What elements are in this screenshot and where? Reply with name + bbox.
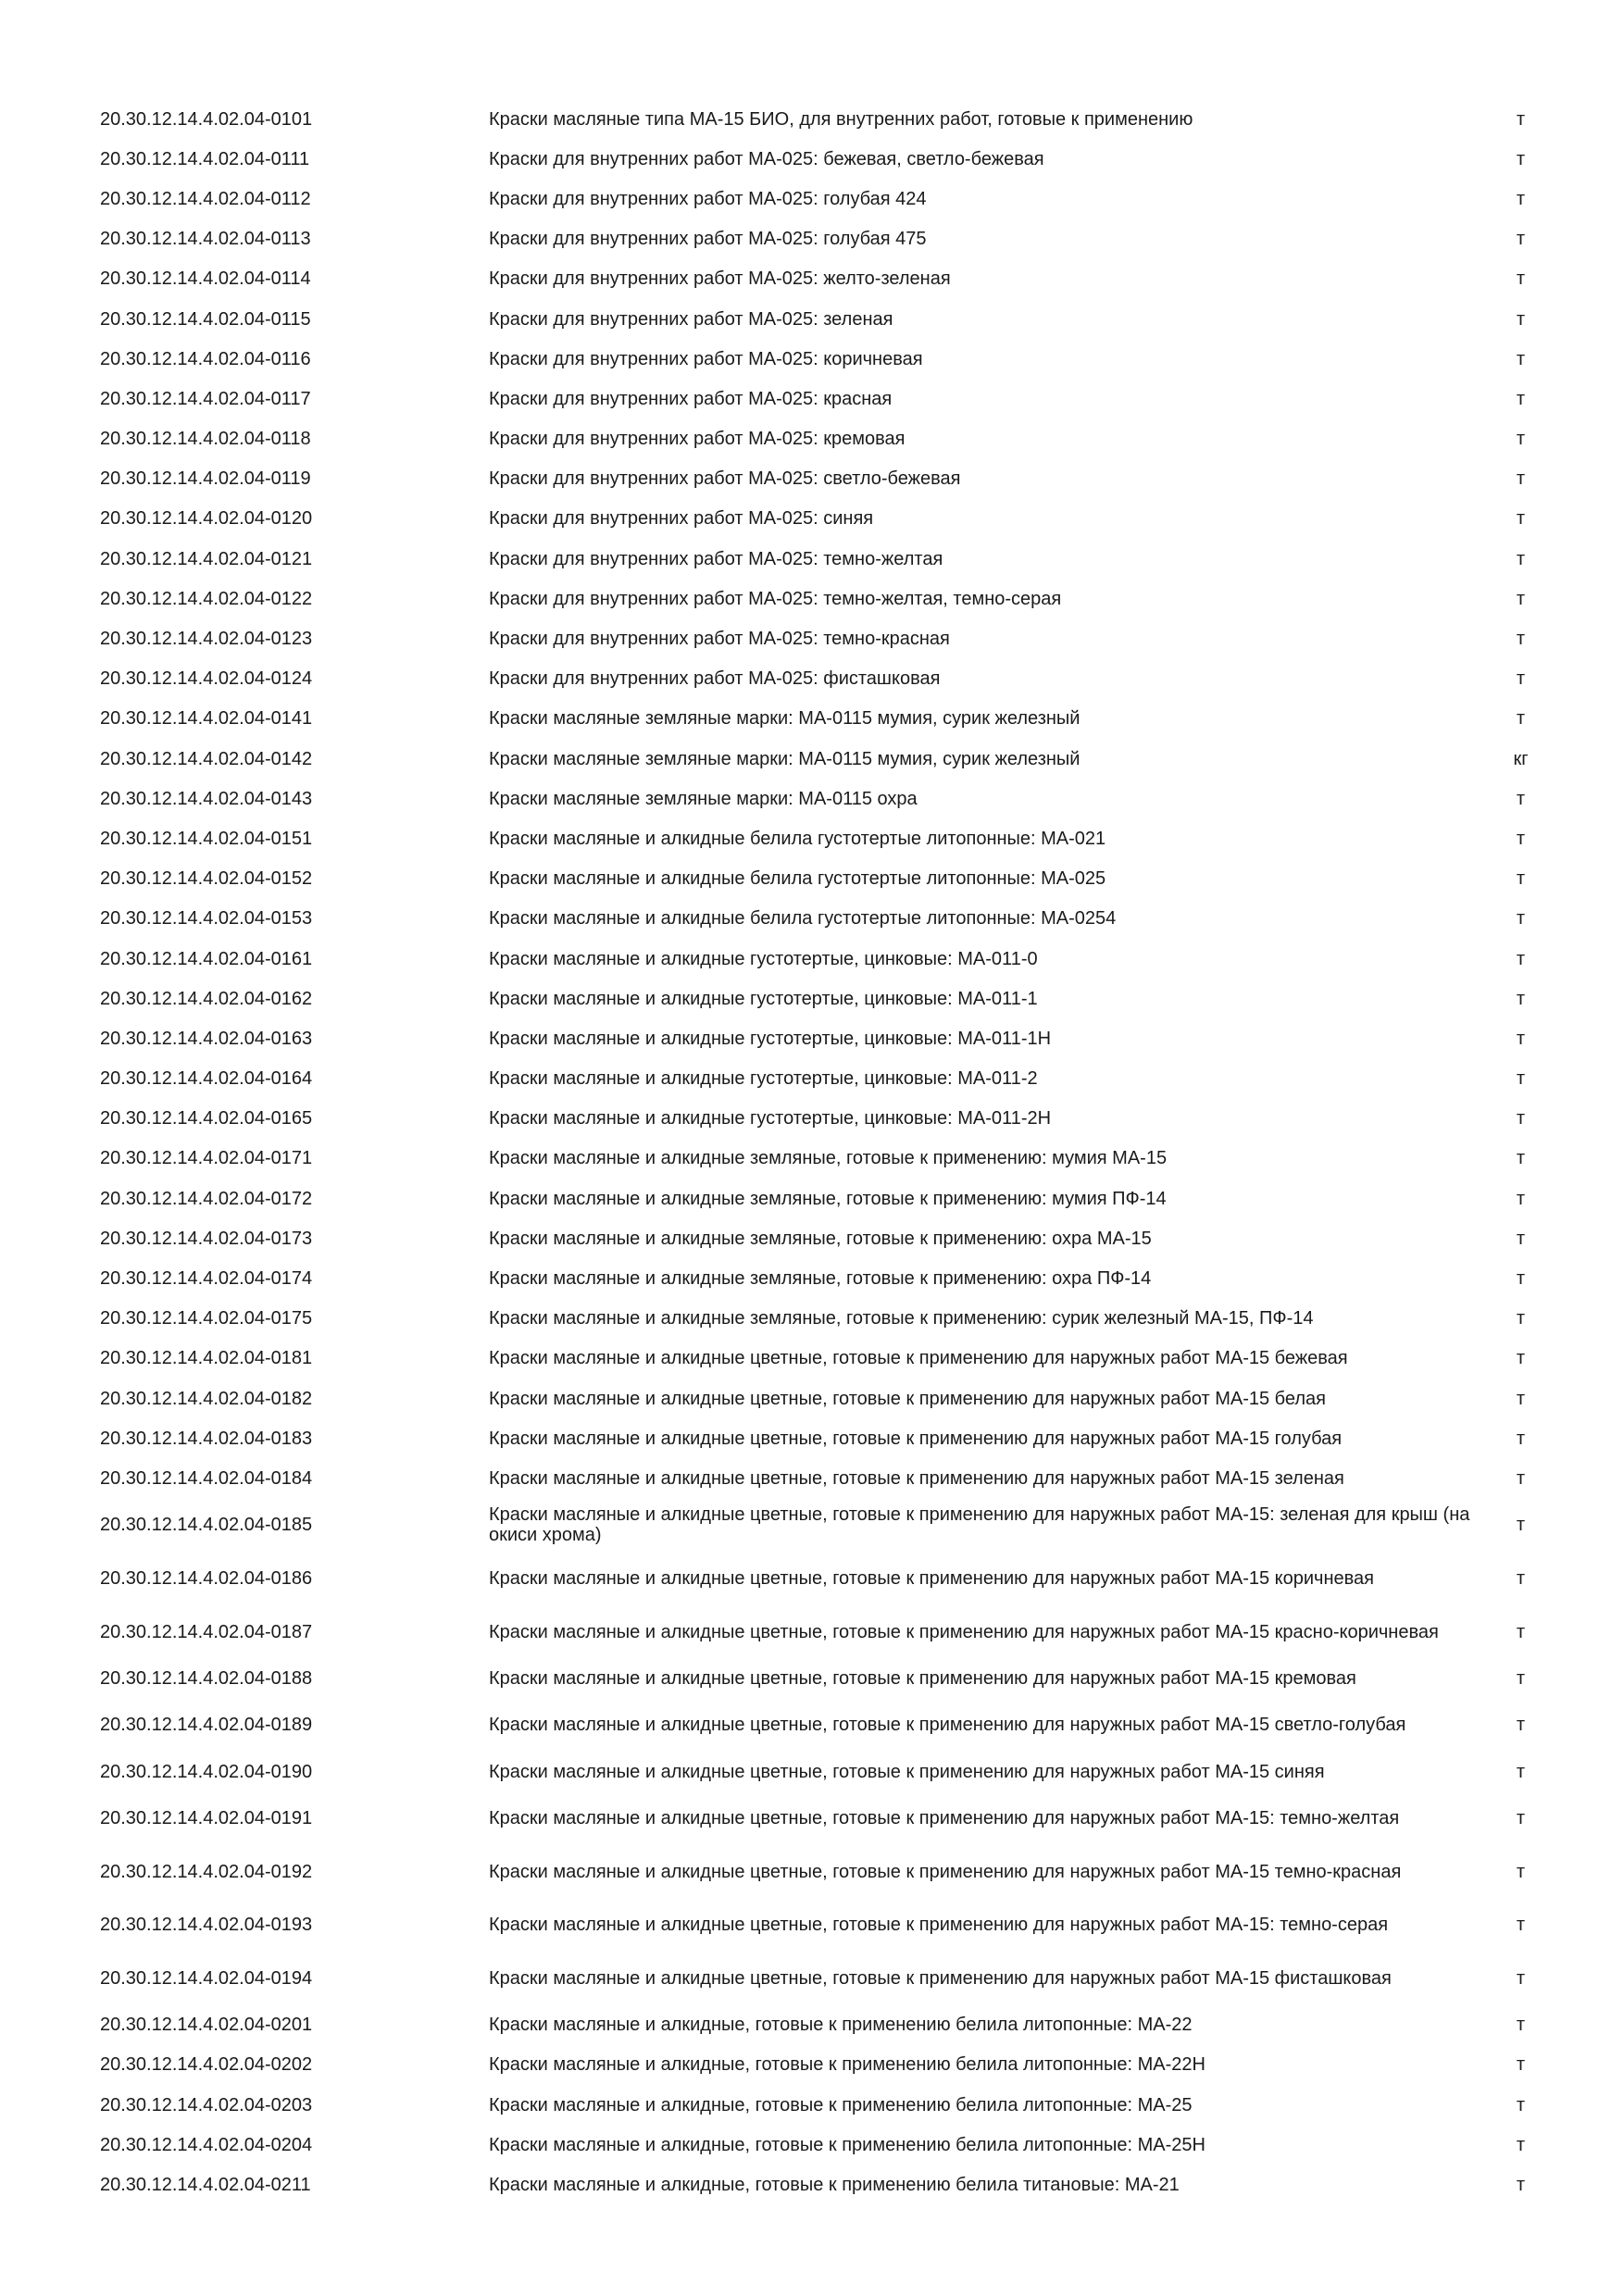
name-cell: Краски масляные типа МА-15 БИО, для внутренних работ, готовые к применению	[489, 108, 1193, 130]
unit-cell: т	[1516, 1467, 1526, 1489]
table-row	[93, 2085, 1555, 2125]
code-cell: 20.30.12.14.4.02.04-0202	[100, 2054, 313, 2076]
code-cell: 20.30.12.14.4.02.04-0162	[100, 988, 313, 1009]
table-row	[93, 899, 1555, 939]
table-row	[93, 1552, 1555, 1605]
unit-cell: т	[1516, 948, 1526, 969]
unit-cell: т	[1516, 1348, 1526, 1369]
unit-cell: т	[1516, 1388, 1526, 1409]
code-cell: 20.30.12.14.4.02.04-0151	[100, 828, 313, 849]
code-cell: 20.30.12.14.4.02.04-0193	[100, 1915, 313, 1936]
name-cell: Краски масляные и алкидные цветные, готовые к применению для наружных работ МА-15 голубая	[489, 1428, 1343, 1449]
name-cell: Краски масляные и алкидные густотертые, цинковые: МА-011-2Н	[489, 1108, 1052, 1129]
name-cell: Краски масляные и алкидные земляные, готовые к применению: охра ПФ-14	[489, 1268, 1152, 1290]
table-row	[93, 2045, 1555, 2085]
unit-cell: т	[1516, 2134, 1526, 2155]
code-cell: 20.30.12.14.4.02.04-0119	[100, 468, 311, 490]
code-cell: 20.30.12.14.4.02.04-0141	[100, 708, 313, 730]
name-cell: Краски масляные и алкидные белила густотертые литопонные: МА-0254	[489, 908, 1117, 930]
table-row	[93, 1179, 1555, 1218]
code-cell: 20.30.12.14.4.02.04-0183	[100, 1428, 313, 1449]
table-row	[93, 1952, 1555, 2005]
name-cell: Краски масляные и алкидные цветные, готовые к применению для наружных работ МА-15 зеленая	[489, 1467, 1344, 1489]
table-row	[93, 499, 1555, 539]
table-row	[93, 1339, 1555, 1379]
table-row	[93, 379, 1555, 418]
name-cell: Краски масляные и алкидные густотертые, цинковые: МА-011-0	[489, 948, 1038, 969]
name-cell: Краски масляные и алкидные земляные, готовые к применению: сурик железный МА-15, ПФ-14	[489, 1308, 1314, 1329]
code-cell: 20.30.12.14.4.02.04-0182	[100, 1388, 313, 1409]
name-cell: Краски масляные земляные марки: МА-0115 охра	[489, 788, 918, 809]
table-row	[93, 1299, 1555, 1339]
table-row	[93, 139, 1555, 179]
name-cell: Краски масляные и алкидные цветные, готовые к применению для наружных работ МА-15 белая	[489, 1388, 1326, 1409]
code-cell: 20.30.12.14.4.02.04-0118	[100, 429, 311, 450]
table-row	[93, 1899, 1555, 1953]
name-cell: Краски масляные и алкидные земляные, готовые к применению: мумия ПФ-14	[489, 1188, 1167, 1209]
code-cell: 20.30.12.14.4.02.04-0175	[100, 1308, 313, 1329]
code-cell: 20.30.12.14.4.02.04-0121	[100, 548, 313, 569]
unit-cell: т	[1516, 2054, 1526, 2076]
table-row	[93, 618, 1555, 658]
table-row	[93, 219, 1555, 259]
table-row	[93, 1752, 1555, 1791]
unit-cell: кг	[1513, 748, 1529, 769]
unit-cell: т	[1516, 1188, 1526, 1209]
name-cell: Краски масляные и алкидные, готовые к применению белила титановые: МА-21	[489, 2175, 1180, 2196]
unit-cell: т	[1516, 1967, 1526, 1989]
unit-cell: т	[1516, 1108, 1526, 1129]
table-row	[93, 779, 1555, 818]
unit-cell: т	[1516, 1308, 1526, 1329]
table-row	[93, 1658, 1555, 1698]
code-cell: 20.30.12.14.4.02.04-0117	[100, 388, 311, 409]
unit-cell: т	[1516, 668, 1526, 690]
table-row	[93, 299, 1555, 339]
table-row	[93, 859, 1555, 899]
name-cell: Краски для внутренних работ МА-025: голубая 475	[489, 229, 927, 250]
unit-cell: т	[1516, 188, 1526, 209]
table-row	[93, 818, 1555, 858]
code-cell: 20.30.12.14.4.02.04-0153	[100, 908, 313, 930]
code-cell: 20.30.12.14.4.02.04-0171	[100, 1148, 313, 1169]
unit-cell: т	[1516, 828, 1526, 849]
unit-cell: т	[1516, 348, 1526, 369]
table-row	[93, 699, 1555, 739]
code-cell: 20.30.12.14.4.02.04-0194	[100, 1967, 313, 1989]
unit-cell: т	[1516, 1148, 1526, 1169]
unit-cell: т	[1516, 1028, 1526, 1049]
name-cell: Краски масляные и алкидные цветные, готовые к применению для наружных работ МА-15: темно-желтая	[489, 1808, 1400, 1829]
unit-cell: т	[1516, 508, 1526, 530]
unit-cell: т	[1516, 1268, 1526, 1290]
table-row	[93, 1379, 1555, 1418]
unit-cell: т	[1516, 629, 1526, 650]
code-cell: 20.30.12.14.4.02.04-0184	[100, 1467, 313, 1489]
name-cell: Краски для внутренних работ МА-025: фисташковая	[489, 668, 941, 690]
code-cell: 20.30.12.14.4.02.04-0122	[100, 588, 313, 609]
unit-cell: т	[1516, 1621, 1526, 1642]
name-cell: Краски для внутренних работ МА-025: зеленая	[489, 308, 893, 330]
unit-cell: т	[1516, 1068, 1526, 1090]
code-cell: 20.30.12.14.4.02.04-0112	[100, 188, 311, 209]
materials-table-body	[93, 99, 1555, 2205]
code-cell: 20.30.12.14.4.02.04-0181	[100, 1348, 313, 1369]
name-cell: Краски масляные и алкидные земляные, готовые к применению: охра МА-15	[489, 1228, 1152, 1249]
code-cell: 20.30.12.14.4.02.04-0115	[100, 308, 311, 330]
code-cell: 20.30.12.14.4.02.04-0165	[100, 1108, 313, 1129]
name-cell: Краски масляные и алкидные густотертые, цинковые: МА-011-1Н	[489, 1028, 1052, 1049]
code-cell: 20.30.12.14.4.02.04-0120	[100, 508, 313, 530]
unit-cell: т	[1516, 1915, 1526, 1936]
unit-cell: т	[1516, 2175, 1526, 2196]
table-row	[93, 739, 1555, 779]
unit-cell: т	[1516, 908, 1526, 930]
name-cell: Краски масляные и алкидные белила густотертые литопонные: МА-021	[489, 828, 1106, 849]
name-cell: Краски масляные земляные марки: МА-0115 мумия, сурик железный	[489, 708, 1081, 730]
code-cell: 20.30.12.14.4.02.04-0185	[100, 1515, 313, 1536]
name-cell: Краски масляные и алкидные, готовые к применению белила литопонные: МА-22	[489, 2015, 1193, 2036]
code-cell: 20.30.12.14.4.02.04-0189	[100, 1715, 313, 1736]
code-cell: 20.30.12.14.4.02.04-0113	[100, 229, 311, 250]
code-cell: 20.30.12.14.4.02.04-0187	[100, 1621, 313, 1642]
unit-cell: т	[1516, 988, 1526, 1009]
code-cell: 20.30.12.14.4.02.04-0142	[100, 748, 313, 769]
code-cell: 20.30.12.14.4.02.04-0101	[100, 108, 313, 130]
unit-cell: т	[1516, 148, 1526, 169]
table-row	[93, 1418, 1555, 1458]
table-row	[93, 939, 1555, 979]
unit-cell: т	[1516, 108, 1526, 130]
code-cell: 20.30.12.14.4.02.04-0173	[100, 1228, 313, 1249]
name-cell: Краски масляные и алкидные цветные, готовые к применению для наружных работ МА-15: темно-серая	[489, 1915, 1389, 1936]
name-cell: Краски масляные и алкидные, готовые к применению белила литопонные: МА-22Н	[489, 2054, 1206, 2076]
table-row	[93, 579, 1555, 618]
unit-cell: т	[1516, 708, 1526, 730]
name-cell: Краски масляные и алкидные густотертые, цинковые: МА-011-2	[489, 1068, 1038, 1090]
name-cell: Краски масляные и алкидные цветные, готовые к применению для наружных работ МА-15 кремовая	[489, 1667, 1356, 1689]
unit-cell: т	[1516, 1515, 1526, 1536]
name-cell: Краски масляные и алкидные цветные, готовые к применению для наружных работ МА-15 красно-коричневая	[489, 1621, 1439, 1642]
code-cell: 20.30.12.14.4.02.04-0124	[100, 668, 313, 690]
table-row	[93, 459, 1555, 499]
code-cell: 20.30.12.14.4.02.04-0188	[100, 1667, 313, 1689]
code-cell: 20.30.12.14.4.02.04-0203	[100, 2094, 313, 2115]
unit-cell: т	[1516, 468, 1526, 490]
code-cell: 20.30.12.14.4.02.04-0172	[100, 1188, 313, 1209]
table-row	[93, 1699, 1555, 1753]
table-row	[93, 2165, 1555, 2204]
unit-cell: т	[1516, 429, 1526, 450]
table-row	[93, 1018, 1555, 1058]
name-cell: Краски для внутренних работ МА-025: темно-желтая	[489, 548, 943, 569]
table-row	[93, 1258, 1555, 1298]
unit-cell: т	[1516, 1808, 1526, 1829]
table-row	[93, 539, 1555, 579]
name-cell: Краски масляные и алкидные земляные, готовые к применению: мумия МА-15	[489, 1148, 1168, 1169]
code-cell: 20.30.12.14.4.02.04-0114	[100, 268, 311, 290]
code-cell: 20.30.12.14.4.02.04-0186	[100, 1567, 313, 1589]
code-cell: 20.30.12.14.4.02.04-0201	[100, 2015, 313, 2036]
unit-cell: т	[1516, 1228, 1526, 1249]
code-cell: 20.30.12.14.4.02.04-0164	[100, 1068, 313, 1090]
name-cell: Краски масляные земляные марки: МА-0115 мумия, сурик железный	[489, 748, 1081, 769]
unit-cell: т	[1516, 788, 1526, 809]
name-cell: Краски для внутренних работ МА-025: кремовая	[489, 429, 906, 450]
table-row	[93, 99, 1555, 139]
table-row	[93, 1605, 1555, 1659]
table-row	[93, 1059, 1555, 1099]
table-row	[93, 2125, 1555, 2165]
table-row	[93, 1099, 1555, 1139]
unit-cell: т	[1516, 1861, 1526, 1882]
unit-cell: т	[1516, 2094, 1526, 2115]
name-cell: Краски масляные и алкидные цветные, готовые к применению для наружных работ МА-15 темно-красная	[489, 1861, 1402, 1882]
name-cell: Краски для внутренних работ МА-025: желто-зеленая	[489, 268, 951, 290]
code-cell: 20.30.12.14.4.02.04-0163	[100, 1028, 313, 1049]
materials-table	[93, 99, 1555, 2205]
unit-cell: т	[1516, 1715, 1526, 1736]
table-row	[93, 1845, 1555, 1899]
table-row	[93, 259, 1555, 299]
unit-cell: т	[1516, 308, 1526, 330]
name-cell: Краски масляные и алкидные цветные, готовые к применению для наружных работ МА-15 светло-голубая	[489, 1715, 1406, 1736]
unit-cell: т	[1516, 548, 1526, 569]
table-row	[93, 419, 1555, 459]
unit-cell: т	[1516, 388, 1526, 409]
table-row	[93, 1458, 1555, 1498]
code-cell: 20.30.12.14.4.02.04-0123	[100, 629, 313, 650]
name-cell: Краски масляные и алкидные, готовые к применению белила литопонные: МА-25Н	[489, 2134, 1206, 2155]
code-cell: 20.30.12.14.4.02.04-0191	[100, 1808, 313, 1829]
table-row	[93, 179, 1555, 218]
unit-cell: т	[1516, 1567, 1526, 1589]
unit-cell: т	[1516, 268, 1526, 290]
name-cell: Краски для внутренних работ МА-025: коричневая	[489, 348, 923, 369]
code-cell: 20.30.12.14.4.02.04-0143	[100, 788, 313, 809]
name-cell: Краски масляные и алкидные белила густотертые литопонные: МА-025	[489, 868, 1106, 890]
table-row	[93, 1139, 1555, 1179]
code-cell: 20.30.12.14.4.02.04-0192	[100, 1861, 313, 1882]
name-cell: Краски для внутренних работ МА-025: темно-желтая, темно-серая	[489, 588, 1062, 609]
unit-cell: т	[1516, 588, 1526, 609]
name-cell: Краски масляные и алкидные цветные, готовые к применению для наружных работ МА-15 коричневая	[489, 1567, 1374, 1589]
code-cell: 20.30.12.14.4.02.04-0111	[100, 148, 310, 169]
unit-cell: т	[1516, 1667, 1526, 1689]
name-cell: Краски для внутренних работ МА-025: темно-красная	[489, 629, 950, 650]
name-cell: Краски для внутренних работ МА-025: красная	[489, 388, 893, 409]
table-row	[93, 979, 1555, 1018]
table-row	[93, 659, 1555, 699]
unit-cell: т	[1516, 1428, 1526, 1449]
code-cell: 20.30.12.14.4.02.04-0152	[100, 868, 313, 890]
name-cell: Краски масляные и алкидные цветные, готовые к применению для наружных работ МА-15 фисташковая	[489, 1967, 1392, 1989]
code-cell: 20.30.12.14.4.02.04-0116	[100, 348, 311, 369]
table-row	[93, 1499, 1555, 1553]
name-cell: Краски масляные и алкидные цветные, готовые к применению для наружных работ МА-15: зеленая для крыш (на окиси хрома)	[489, 1504, 1470, 1546]
unit-cell: т	[1516, 2015, 1526, 2036]
table-row	[93, 339, 1555, 379]
table-row	[93, 2005, 1555, 2045]
unit-cell: т	[1516, 868, 1526, 890]
code-cell: 20.30.12.14.4.02.04-0204	[100, 2134, 313, 2155]
code-cell: 20.30.12.14.4.02.04-0211	[100, 2175, 311, 2196]
name-cell: Краски для внутренних работ МА-025: бежевая, светло-бежевая	[489, 148, 1044, 169]
unit-cell: т	[1516, 229, 1526, 250]
table-row	[93, 1791, 1555, 1845]
name-cell: Краски для внутренних работ МА-025: светло-бежевая	[489, 468, 961, 490]
code-cell: 20.30.12.14.4.02.04-0190	[100, 1761, 313, 1782]
name-cell: Краски для внутренних работ МА-025: голубая 424	[489, 188, 927, 209]
name-cell: Краски для внутренних работ МА-025: синяя	[489, 508, 874, 530]
table-row	[93, 1218, 1555, 1258]
code-cell: 20.30.12.14.4.02.04-0174	[100, 1268, 313, 1290]
name-cell: Краски масляные и алкидные, готовые к применению белила литопонные: МА-25	[489, 2094, 1193, 2115]
name-cell: Краски масляные и алкидные густотертые, цинковые: МА-011-1	[489, 988, 1038, 1009]
code-cell: 20.30.12.14.4.02.04-0161	[100, 948, 313, 969]
unit-cell: т	[1516, 1761, 1526, 1782]
name-cell: Краски масляные и алкидные цветные, готовые к применению для наружных работ МА-15 бежевая	[489, 1348, 1348, 1369]
name-cell: Краски масляные и алкидные цветные, готовые к применению для наружных работ МА-15 синяя	[489, 1761, 1325, 1782]
